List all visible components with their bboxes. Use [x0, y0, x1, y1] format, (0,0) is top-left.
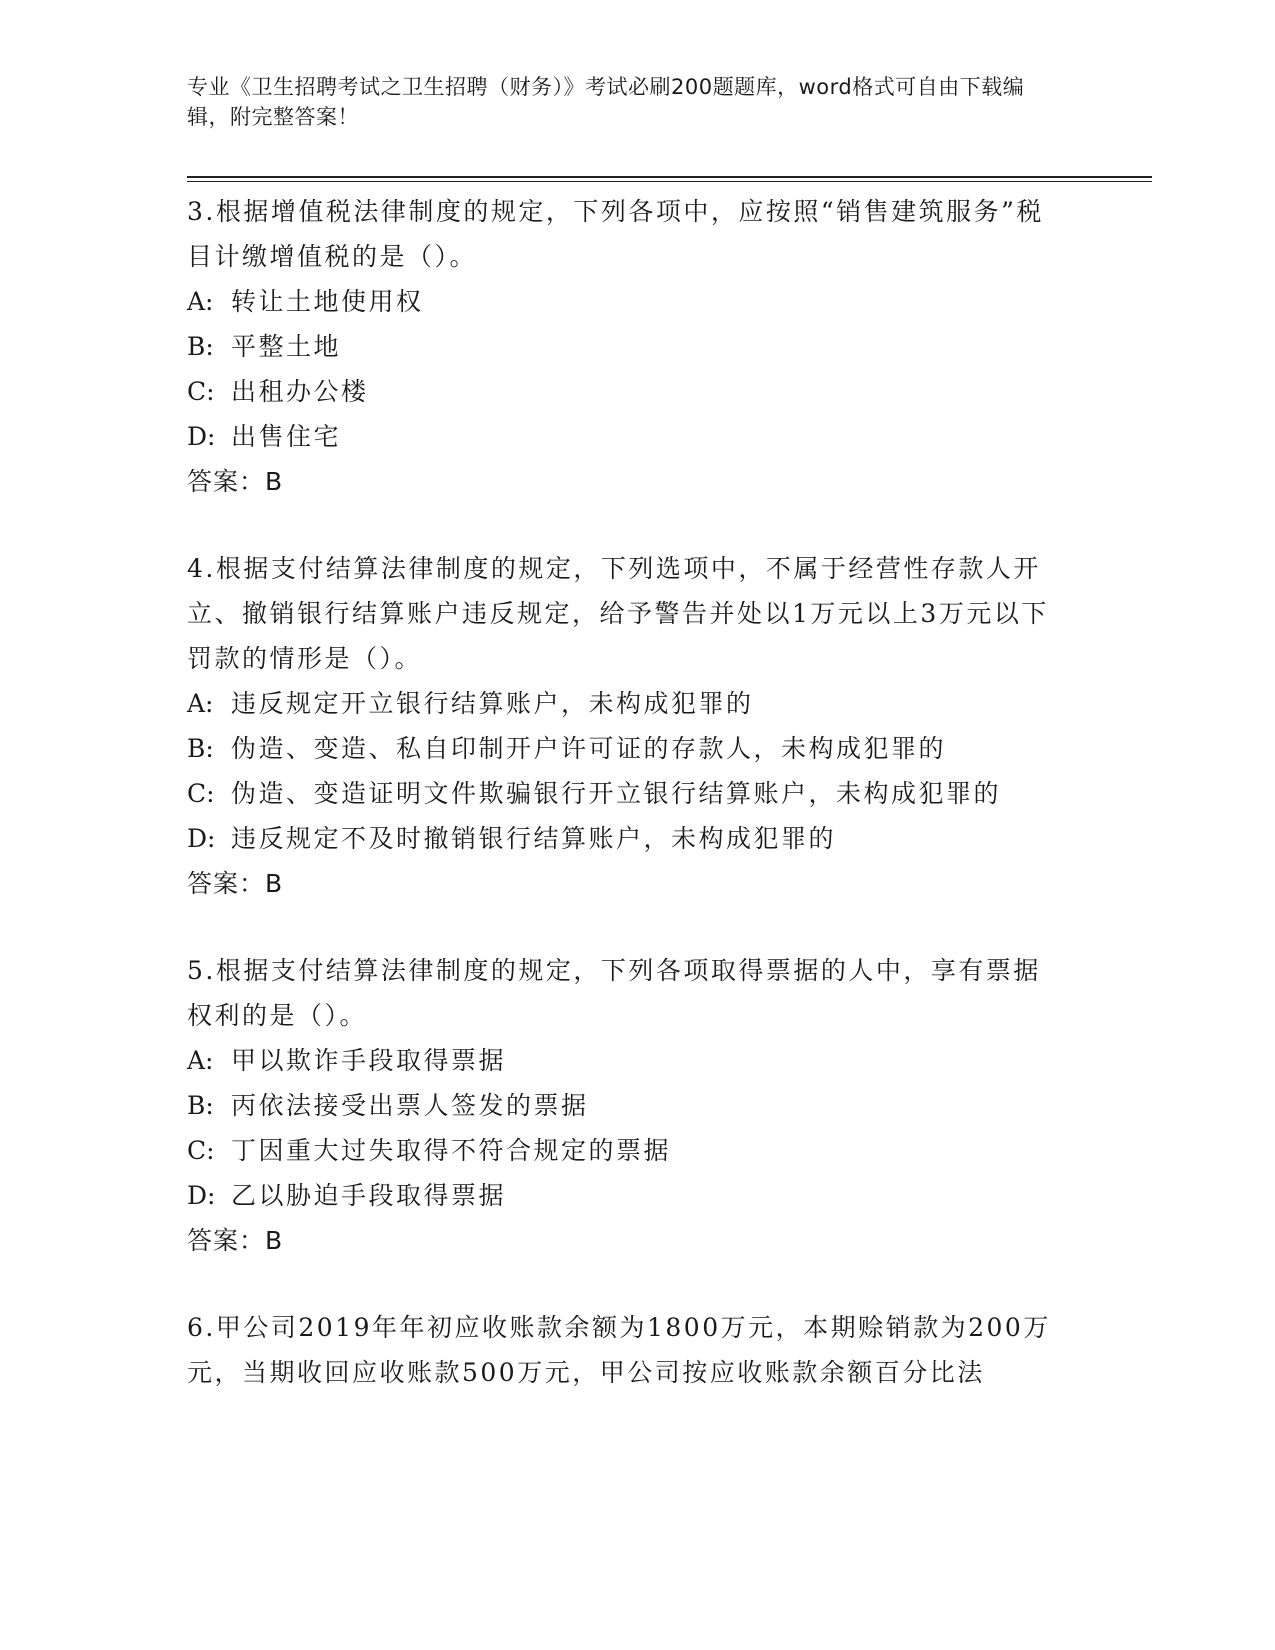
option-text: 伪造、变造、私自印制开户许可证的存款人，未构成犯罪的: [231, 734, 947, 763]
option-label: A:: [187, 689, 214, 718]
option-d: [187, 816, 1067, 861]
option-label: B:: [187, 734, 214, 763]
option-b: [187, 1083, 1067, 1128]
option-b: [187, 726, 1067, 771]
option-c: [187, 1128, 1067, 1173]
option-d: [187, 1173, 1067, 1218]
question-stem: 6.甲公司2019年年初应收账款余额为1800万元，本期赊销款为200万元，当期收回应收账款500万元，甲公司按应收账款余额百分比法: [187, 1313, 1051, 1387]
question-4: [187, 546, 1067, 906]
option-label: A:: [187, 287, 214, 316]
option-text: 出售住宅: [231, 422, 342, 451]
option-d: [187, 414, 1067, 459]
option-text: 甲以欺诈手段取得票据: [231, 1046, 507, 1075]
option-label: C:: [187, 779, 215, 808]
question-stem: 4.根据支付结算法律制度的规定，下列选项中，不属于经营性存款人开立、撤销银行结算账户违反规定，给予警告并处以1万元以上3万元以下罚款的情形是（）。: [187, 554, 1049, 673]
option-c: [187, 369, 1067, 414]
option-text: 丁因重大过失取得不符合规定的票据: [231, 1136, 672, 1165]
option-text: 平整土地: [231, 332, 342, 361]
question-stem: 5.根据支付结算法律制度的规定，下列各项取得票据的人中，享有票据权利的是（）。: [187, 956, 1041, 1030]
option-b: [187, 324, 1067, 369]
question-list: [187, 189, 1067, 1395]
question-stem: 3.根据增值税法律制度的规定，下列各项中，应按照“销售建筑服务”税目计缴增值税的是（）。: [187, 197, 1044, 271]
option-label: D:: [187, 824, 216, 853]
option-text: 转让土地使用权: [231, 287, 424, 316]
option-label: D:: [187, 1181, 216, 1210]
answer-line: 答案：B: [187, 467, 284, 496]
option-text: 乙以胁迫手段取得票据: [231, 1181, 507, 1210]
header-text: 专业《卫生招聘考试之卫生招聘（财务）》考试必刷200题题库，word格式可自由下载编辑，附完整答案！: [187, 75, 1025, 129]
option-label: B:: [187, 1091, 214, 1120]
question-3: [187, 189, 1067, 504]
option-label: D:: [187, 422, 216, 451]
question-6: [187, 1305, 1067, 1395]
answer-line: 答案：B: [187, 869, 284, 898]
option-label: B:: [187, 332, 214, 361]
header-divider-thin: [187, 181, 1152, 182]
option-label: A:: [187, 1046, 214, 1075]
option-a: [187, 681, 1067, 726]
option-label: C:: [187, 1136, 215, 1165]
option-a: [187, 1038, 1067, 1083]
option-c: [187, 771, 1067, 816]
question-5: [187, 948, 1067, 1263]
option-text: 违反规定开立银行结算账户，未构成犯罪的: [231, 689, 754, 718]
option-text: 伪造、变造证明文件欺骗银行开立银行结算账户，未构成犯罪的: [231, 779, 1002, 808]
option-text: 出租办公楼: [231, 377, 369, 406]
option-a: [187, 279, 1067, 324]
option-text: 违反规定不及时撤销银行结算账户，未构成犯罪的: [231, 824, 837, 853]
document-header: [187, 72, 1067, 132]
answer-line: 答案：B: [187, 1226, 284, 1255]
header-divider-thick: [187, 176, 1152, 178]
option-text: 丙依法接受出票人签发的票据: [231, 1091, 589, 1120]
option-label: C:: [187, 377, 215, 406]
header-divider: [187, 176, 1152, 183]
